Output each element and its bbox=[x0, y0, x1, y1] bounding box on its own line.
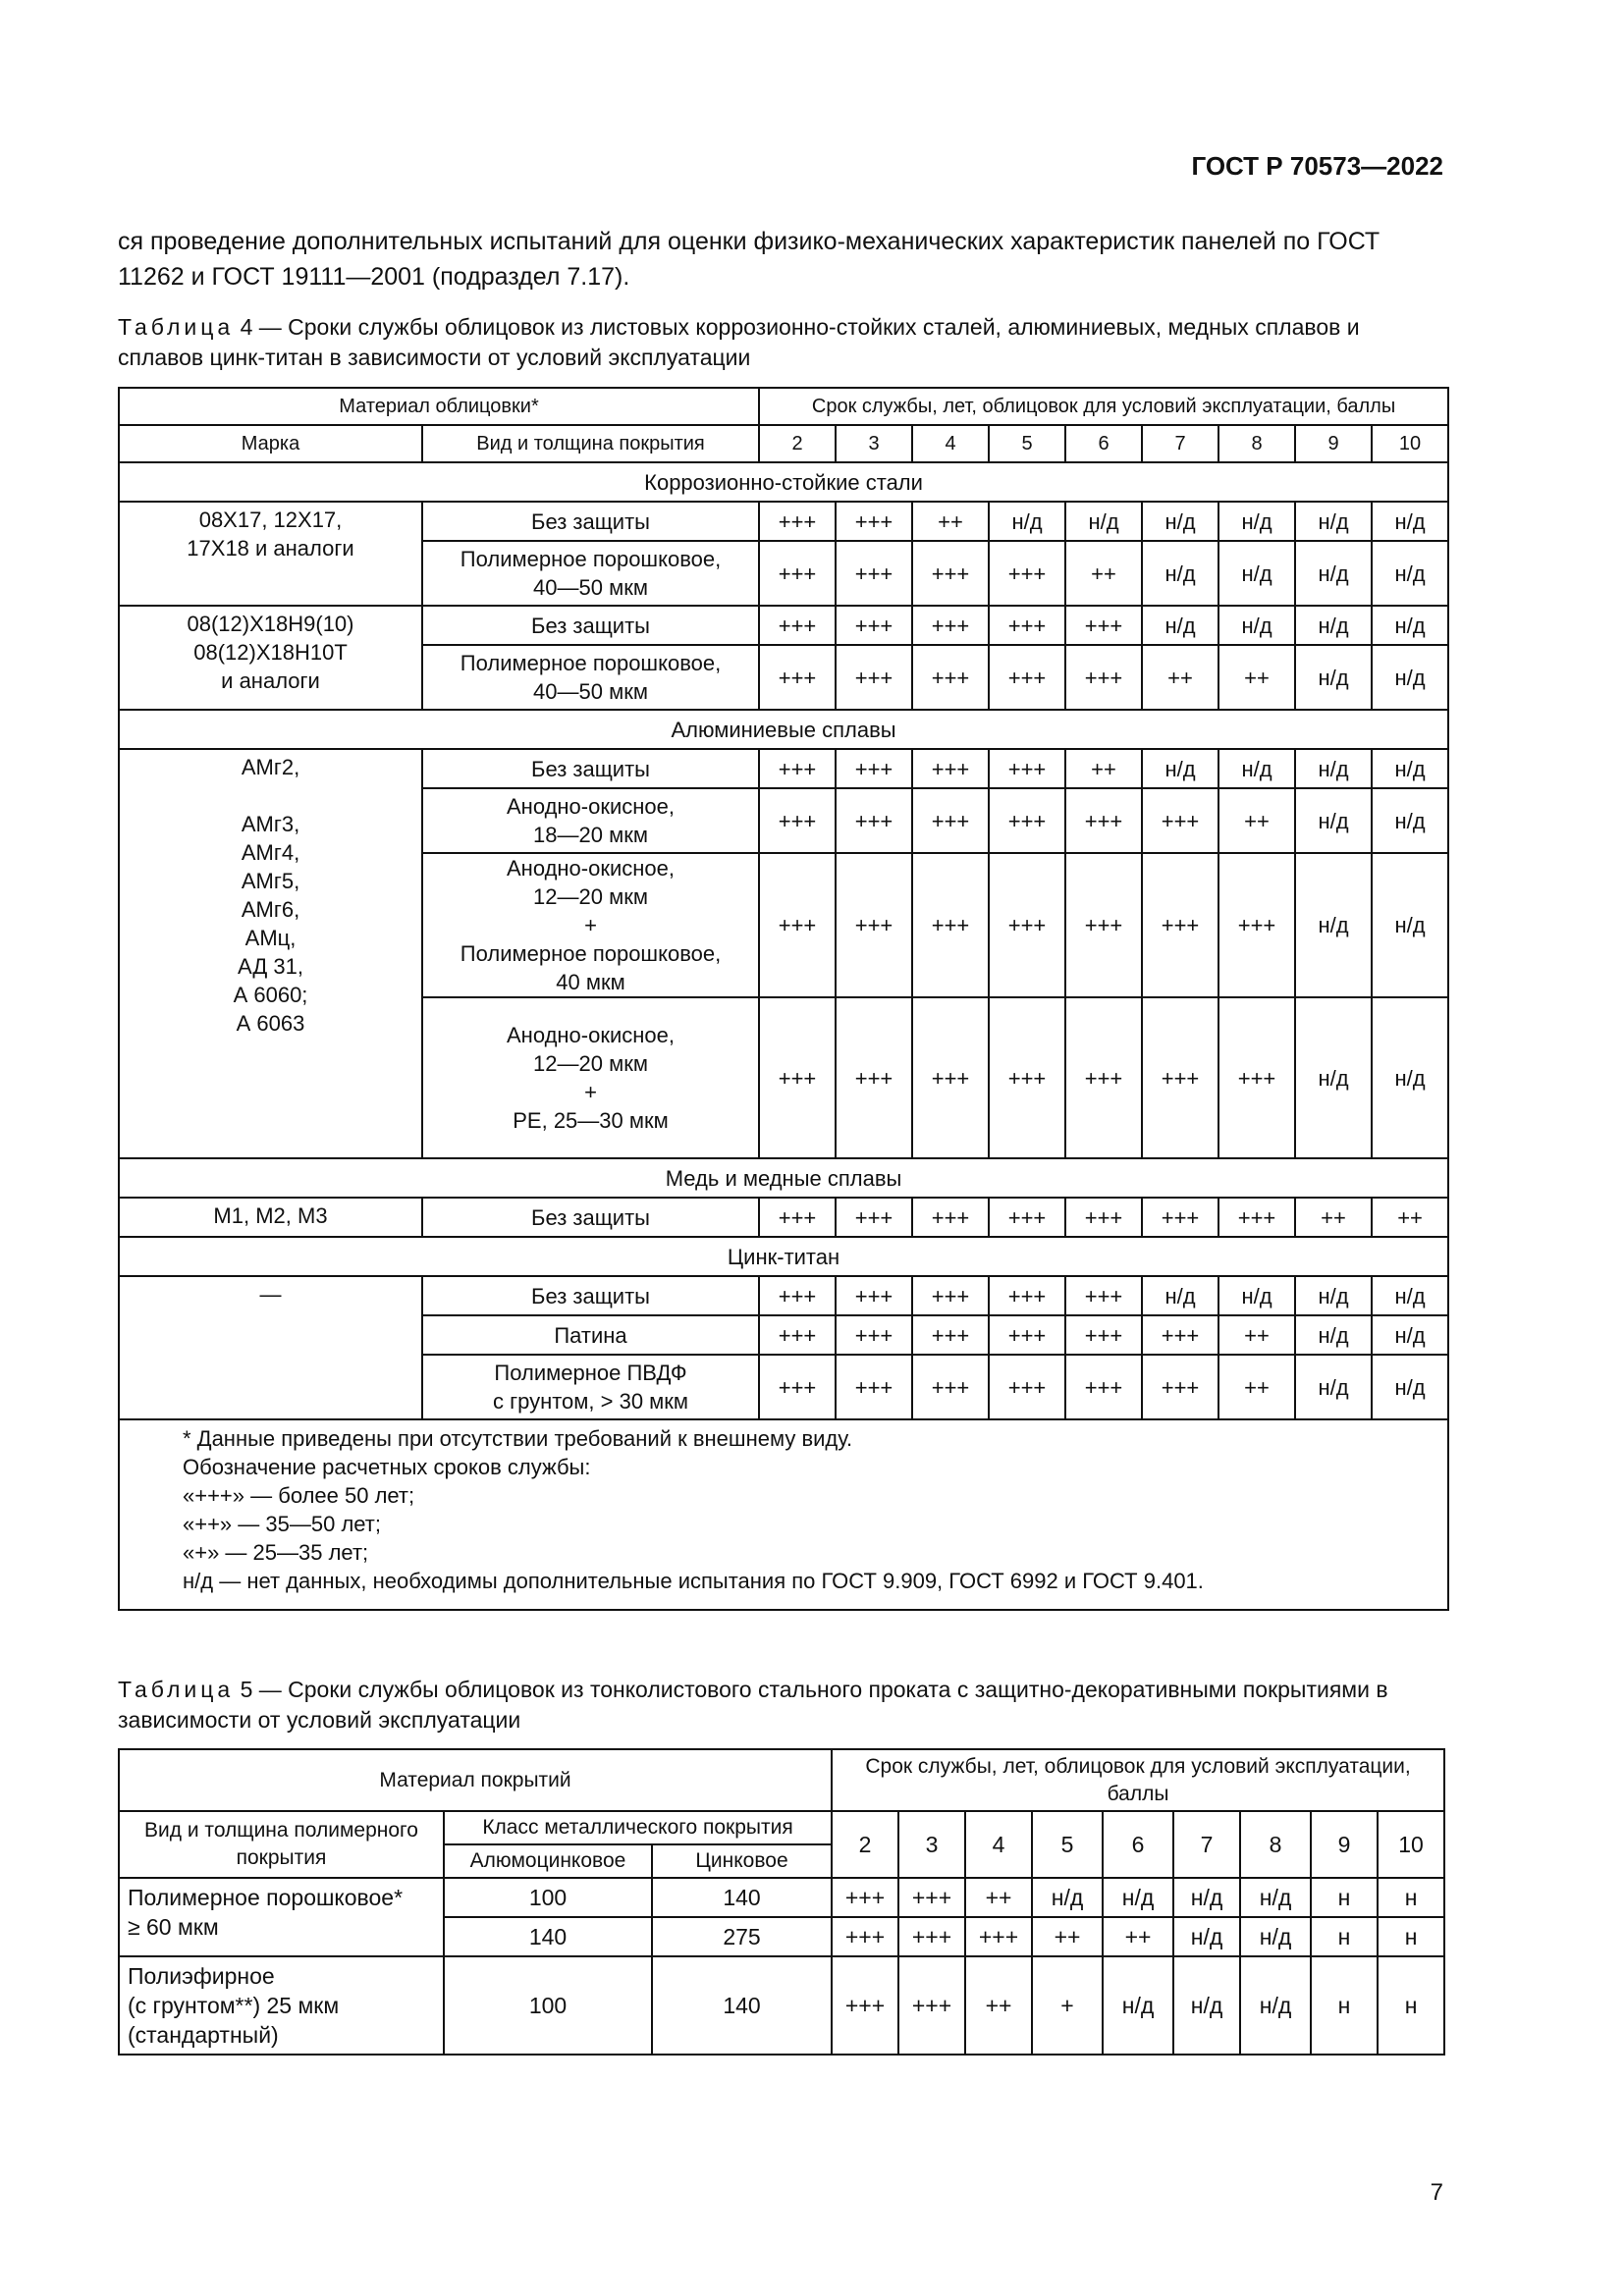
value-cell: +++ bbox=[836, 645, 912, 710]
service-life-header: Срок службы, лет, облицовок для условий эксплуатации, баллы bbox=[832, 1749, 1444, 1811]
value-cell: +++ bbox=[1065, 853, 1142, 997]
value-cell: н/д bbox=[1372, 788, 1448, 853]
value-cell: +++ bbox=[1142, 997, 1218, 1158]
condition-header: 6 bbox=[1065, 425, 1142, 462]
document-code: ГОСТ Р 70573—2022 bbox=[1191, 151, 1443, 181]
value-cell: +++ bbox=[832, 1956, 898, 2055]
value-cell: +++ bbox=[912, 997, 989, 1158]
condition-header: 6 bbox=[1103, 1811, 1173, 1878]
alzinc-cell: 140 bbox=[444, 1917, 652, 1956]
polymer-header: Вид и толщина полимерного покрытия bbox=[119, 1811, 444, 1878]
value-cell: ++ bbox=[1103, 1917, 1173, 1956]
table-row bbox=[119, 1198, 1448, 1237]
value-cell: +++ bbox=[759, 1355, 836, 1419]
value-cell: +++ bbox=[912, 606, 989, 645]
value-cell: +++ bbox=[836, 502, 912, 541]
table4-caption-text: 4 — Сроки службы облицовок из листовых коррозионно-стойких сталей, алюминиевых, медных сплавов и сплавов цинк-титан в зависимости от условий эксплуатации bbox=[118, 314, 1360, 370]
grade-header: Марка bbox=[119, 425, 422, 462]
value-cell: +++ bbox=[836, 1355, 912, 1419]
condition-header: 9 bbox=[1311, 1811, 1378, 1878]
value-cell: ++ bbox=[965, 1956, 1032, 2055]
value-cell: н/д bbox=[1218, 502, 1295, 541]
value-cell: +++ bbox=[1065, 1276, 1142, 1315]
value-cell: +++ bbox=[989, 853, 1065, 997]
value-cell: +++ bbox=[836, 853, 912, 997]
table4 bbox=[118, 387, 1449, 1611]
value-cell: +++ bbox=[836, 997, 912, 1158]
value-cell: +++ bbox=[832, 1917, 898, 1956]
value-cell: +++ bbox=[836, 749, 912, 788]
value-cell: +++ bbox=[898, 1917, 965, 1956]
section-title-row bbox=[119, 462, 1448, 502]
value-cell: н bbox=[1311, 1878, 1378, 1917]
note-line: «+++» — более 50 лет; bbox=[183, 1483, 415, 1508]
value-cell: н/д bbox=[1372, 1315, 1448, 1355]
grade-cell: АМг2, АМг3, АМг4, АМг5, АМг6, АМц, АД 31, А 6060; А 6063 bbox=[119, 749, 422, 1158]
value-cell: н/д bbox=[1173, 1917, 1240, 1956]
section-title-row bbox=[119, 710, 1448, 749]
value-cell: +++ bbox=[1065, 1198, 1142, 1237]
value-cell: +++ bbox=[759, 997, 836, 1158]
value-cell: ++ bbox=[1032, 1917, 1103, 1956]
value-cell: ++ bbox=[965, 1878, 1032, 1917]
zinc-header: Цинковое bbox=[652, 1844, 832, 1878]
value-cell: +++ bbox=[1218, 997, 1295, 1158]
value-cell: +++ bbox=[965, 1917, 1032, 1956]
alzinc-header: Алюмоцинковое bbox=[444, 1844, 652, 1878]
value-cell: +++ bbox=[912, 788, 989, 853]
value-cell: н/д bbox=[1372, 502, 1448, 541]
table-row bbox=[119, 1276, 1448, 1315]
value-cell: н bbox=[1378, 1917, 1444, 1956]
value-cell: н/д bbox=[1295, 1276, 1372, 1315]
note-line: Обозначение расчетных сроков службы: bbox=[183, 1455, 591, 1479]
value-cell: +++ bbox=[912, 1276, 989, 1315]
coating-cell: Без защиты bbox=[422, 1276, 759, 1315]
value-cell: н/д bbox=[1295, 749, 1372, 788]
table4-notes bbox=[119, 1419, 1448, 1610]
table-row bbox=[119, 1878, 1444, 1917]
condition-header: 8 bbox=[1240, 1811, 1311, 1878]
value-cell: +++ bbox=[1065, 645, 1142, 710]
value-cell: н/д bbox=[1295, 997, 1372, 1158]
grade-cell: 08(12)Х18Н9(10) 08(12)Х18Н10Т и аналоги bbox=[119, 606, 422, 710]
value-cell: н/д bbox=[1372, 606, 1448, 645]
zinc-cell: 140 bbox=[652, 1878, 832, 1917]
note-line: * Данные приведены при отсутствии требований к внешнему виду. bbox=[183, 1426, 853, 1451]
table4-caption bbox=[118, 312, 1443, 373]
section-title-row bbox=[119, 1237, 1448, 1276]
value-cell: +++ bbox=[836, 1276, 912, 1315]
coating-cell: Без защиты bbox=[422, 749, 759, 788]
metal-class-header: Класс металлического покрытия bbox=[444, 1811, 832, 1844]
coating-cell: Без защиты bbox=[422, 606, 759, 645]
value-cell: +++ bbox=[1218, 1198, 1295, 1237]
value-cell: ++ bbox=[1142, 645, 1218, 710]
condition-header: 10 bbox=[1378, 1811, 1444, 1878]
zinc-cell: 140 bbox=[652, 1956, 832, 2055]
value-cell: н bbox=[1311, 1956, 1378, 2055]
value-cell: н/д bbox=[1295, 788, 1372, 853]
condition-header: 2 bbox=[759, 425, 836, 462]
value-cell: н/д bbox=[1142, 749, 1218, 788]
table4-header-row bbox=[119, 388, 1448, 425]
section-title: Медь и медные сплавы bbox=[119, 1158, 1448, 1198]
value-cell: +++ bbox=[836, 541, 912, 606]
table4-caption-label: Таблица bbox=[118, 314, 235, 340]
value-cell: н/д bbox=[1218, 749, 1295, 788]
value-cell: +++ bbox=[759, 502, 836, 541]
value-cell: н/д bbox=[1142, 606, 1218, 645]
note-line: «+» — 25—35 лет; bbox=[183, 1540, 369, 1565]
value-cell: ++ bbox=[1218, 645, 1295, 710]
value-cell: н/д bbox=[1173, 1956, 1240, 2055]
coating-header: Вид и толщина покрытия bbox=[422, 425, 759, 462]
value-cell: н/д bbox=[1142, 1276, 1218, 1315]
value-cell: +++ bbox=[912, 749, 989, 788]
value-cell: н/д bbox=[1142, 502, 1218, 541]
alzinc-cell: 100 bbox=[444, 1878, 652, 1917]
table4-subheader-row bbox=[119, 425, 1448, 462]
value-cell: ++ bbox=[1295, 1198, 1372, 1237]
value-cell: +++ bbox=[989, 749, 1065, 788]
value-cell: + bbox=[1032, 1956, 1103, 2055]
value-cell: н/д bbox=[1295, 1355, 1372, 1419]
value-cell: ++ bbox=[1218, 1355, 1295, 1419]
coating-cell: Полимерное ПВДФ с грунтом, > 30 мкм bbox=[422, 1355, 759, 1419]
intro-paragraph: ся проведение дополнительных испытаний для оценки физико-механических характеристик панелей по ГОСТ 11262 и ГОСТ 19111—2001 (подраздел 7.17). bbox=[118, 228, 1380, 291]
value-cell: +++ bbox=[759, 1315, 836, 1355]
value-cell: +++ bbox=[836, 1198, 912, 1237]
coating-material-header: Материал покрытий bbox=[119, 1749, 832, 1811]
value-cell: н/д bbox=[1295, 1315, 1372, 1355]
section-title: Алюминиевые сплавы bbox=[119, 710, 1448, 749]
coating-cell: Патина bbox=[422, 1315, 759, 1355]
value-cell: н/д bbox=[1032, 1878, 1103, 1917]
value-cell: н/д bbox=[1295, 541, 1372, 606]
value-cell: ++ bbox=[1218, 788, 1295, 853]
table5-subheader-row bbox=[119, 1811, 1444, 1844]
value-cell: н bbox=[1378, 1956, 1444, 2055]
value-cell: +++ bbox=[1065, 788, 1142, 853]
condition-header: 7 bbox=[1173, 1811, 1240, 1878]
coating-cell: Анодно-окисное, 12—20 мкм + PE, 25—30 мкм bbox=[422, 997, 759, 1158]
value-cell: +++ bbox=[759, 853, 836, 997]
value-cell: н/д bbox=[1240, 1917, 1311, 1956]
value-cell: +++ bbox=[989, 1315, 1065, 1355]
value-cell: +++ bbox=[989, 1198, 1065, 1237]
value-cell: н/д bbox=[1240, 1878, 1311, 1917]
value-cell: +++ bbox=[1142, 788, 1218, 853]
grade-cell: 08Х17, 12Х17, 17Х18 и аналоги bbox=[119, 502, 422, 606]
grade-cell: — bbox=[119, 1276, 422, 1419]
value-cell: н/д bbox=[1372, 541, 1448, 606]
value-cell: +++ bbox=[759, 541, 836, 606]
value-cell: +++ bbox=[898, 1878, 965, 1917]
value-cell: н/д bbox=[1295, 502, 1372, 541]
value-cell: +++ bbox=[1065, 997, 1142, 1158]
value-cell: +++ bbox=[1065, 1355, 1142, 1419]
value-cell: +++ bbox=[759, 788, 836, 853]
coating-cell: Без защиты bbox=[422, 1198, 759, 1237]
value-cell: +++ bbox=[912, 541, 989, 606]
value-cell: н/д bbox=[1372, 997, 1448, 1158]
value-cell: +++ bbox=[836, 788, 912, 853]
table5-caption-text: 5 — Сроки службы облицовок из тонколистового стального проката с защитно-декоративными покрытиями в зависимости от условий эксплуатации bbox=[118, 1677, 1388, 1733]
page-number: 7 bbox=[1430, 2179, 1443, 2206]
grade-cell: М1, М2, М3 bbox=[119, 1198, 422, 1237]
table-row bbox=[119, 1956, 1444, 2055]
value-cell: н/д bbox=[1240, 1956, 1311, 2055]
value-cell: +++ bbox=[989, 1355, 1065, 1419]
condition-header: 4 bbox=[965, 1811, 1032, 1878]
value-cell: н/д bbox=[1372, 1355, 1448, 1419]
value-cell: +++ bbox=[912, 1355, 989, 1419]
value-cell: +++ bbox=[759, 606, 836, 645]
value-cell: +++ bbox=[912, 1315, 989, 1355]
coating-cell: Полимерное порошковое, 40—50 мкм bbox=[422, 645, 759, 710]
value-cell: н/д bbox=[989, 502, 1065, 541]
value-cell: +++ bbox=[832, 1878, 898, 1917]
value-cell: +++ bbox=[989, 1276, 1065, 1315]
value-cell: н/д bbox=[1103, 1956, 1173, 2055]
value-cell: н/д bbox=[1218, 541, 1295, 606]
coating-cell: Полимерное порошковое, 40—50 мкм bbox=[422, 541, 759, 606]
value-cell: ++ bbox=[1065, 541, 1142, 606]
value-cell: н/д bbox=[1218, 606, 1295, 645]
value-cell: +++ bbox=[836, 606, 912, 645]
value-cell: +++ bbox=[1142, 1198, 1218, 1237]
value-cell: +++ bbox=[912, 853, 989, 997]
value-cell: +++ bbox=[1065, 1315, 1142, 1355]
coating-cell: Анодно-окисное, 18—20 мкм bbox=[422, 788, 759, 853]
condition-header: 3 bbox=[898, 1811, 965, 1878]
value-cell: ++ bbox=[912, 502, 989, 541]
value-cell: +++ bbox=[912, 645, 989, 710]
condition-header: 8 bbox=[1218, 425, 1295, 462]
value-cell: н/д bbox=[1218, 1276, 1295, 1315]
table5 bbox=[118, 1748, 1445, 2056]
value-cell: н/д bbox=[1295, 853, 1372, 997]
value-cell: +++ bbox=[1065, 606, 1142, 645]
value-cell: ++ bbox=[1218, 1315, 1295, 1355]
polymer-cell: Полимерное порошковое* ≥ 60 мкм bbox=[119, 1878, 444, 1956]
value-cell: +++ bbox=[989, 997, 1065, 1158]
condition-header: 2 bbox=[832, 1811, 898, 1878]
value-cell: +++ bbox=[989, 606, 1065, 645]
value-cell: ++ bbox=[1065, 749, 1142, 788]
value-cell: н/д bbox=[1065, 502, 1142, 541]
table-row bbox=[119, 749, 1448, 788]
service-life-header: Срок службы, лет, облицовок для условий эксплуатации, баллы bbox=[759, 388, 1448, 425]
value-cell: н/д bbox=[1372, 749, 1448, 788]
alzinc-cell: 100 bbox=[444, 1956, 652, 2055]
table-row bbox=[119, 502, 1448, 541]
material-header: Материал облицовки* bbox=[119, 388, 759, 425]
value-cell: +++ bbox=[759, 1276, 836, 1315]
note-line: «++» — 35—50 лет; bbox=[183, 1512, 381, 1536]
value-cell: н/д bbox=[1142, 541, 1218, 606]
condition-header: 7 bbox=[1142, 425, 1218, 462]
section-title-row bbox=[119, 1158, 1448, 1198]
value-cell: +++ bbox=[989, 645, 1065, 710]
zinc-cell: 275 bbox=[652, 1917, 832, 1956]
value-cell: н/д bbox=[1103, 1878, 1173, 1917]
value-cell: +++ bbox=[1142, 853, 1218, 997]
value-cell: +++ bbox=[759, 1198, 836, 1237]
value-cell: н/д bbox=[1372, 853, 1448, 997]
condition-header: 9 bbox=[1295, 425, 1372, 462]
table5-caption-label: Таблица bbox=[118, 1677, 235, 1702]
coating-cell: Без защиты bbox=[422, 502, 759, 541]
value-cell: +++ bbox=[1142, 1315, 1218, 1355]
value-cell: +++ bbox=[759, 645, 836, 710]
condition-header: 3 bbox=[836, 425, 912, 462]
section-title: Коррозионно-стойкие стали bbox=[119, 462, 1448, 502]
value-cell: +++ bbox=[1218, 853, 1295, 997]
polymer-cell: Полиэфирное (с грунтом**) 25 мкм (стандартный) bbox=[119, 1956, 444, 2055]
value-cell: +++ bbox=[898, 1956, 965, 2055]
value-cell: +++ bbox=[759, 749, 836, 788]
value-cell: н/д bbox=[1295, 645, 1372, 710]
value-cell: ++ bbox=[1372, 1198, 1448, 1237]
value-cell: +++ bbox=[912, 1198, 989, 1237]
condition-header: 10 bbox=[1372, 425, 1448, 462]
table5-caption bbox=[118, 1675, 1443, 1735]
notes-row bbox=[119, 1419, 1448, 1610]
condition-header: 4 bbox=[912, 425, 989, 462]
condition-header: 5 bbox=[1032, 1811, 1103, 1878]
value-cell: н bbox=[1311, 1917, 1378, 1956]
value-cell: н bbox=[1378, 1878, 1444, 1917]
condition-header: 5 bbox=[989, 425, 1065, 462]
value-cell: н/д bbox=[1173, 1878, 1240, 1917]
value-cell: +++ bbox=[836, 1315, 912, 1355]
table5-header-row bbox=[119, 1749, 1444, 1811]
section-title: Цинк-титан bbox=[119, 1237, 1448, 1276]
coating-cell: Анодно-окисное, 12—20 мкм + Полимерное порошковое, 40 мкм bbox=[422, 853, 759, 997]
value-cell: н/д bbox=[1372, 1276, 1448, 1315]
note-line: н/д — нет данных, необходимы дополнительные испытания по ГОСТ 9.909, ГОСТ 6992 и ГОСТ 9.401. bbox=[183, 1569, 1204, 1593]
value-cell: н/д bbox=[1295, 606, 1372, 645]
value-cell: +++ bbox=[989, 788, 1065, 853]
table-row bbox=[119, 606, 1448, 645]
value-cell: +++ bbox=[989, 541, 1065, 606]
value-cell: н/д bbox=[1372, 645, 1448, 710]
value-cell: +++ bbox=[1142, 1355, 1218, 1419]
